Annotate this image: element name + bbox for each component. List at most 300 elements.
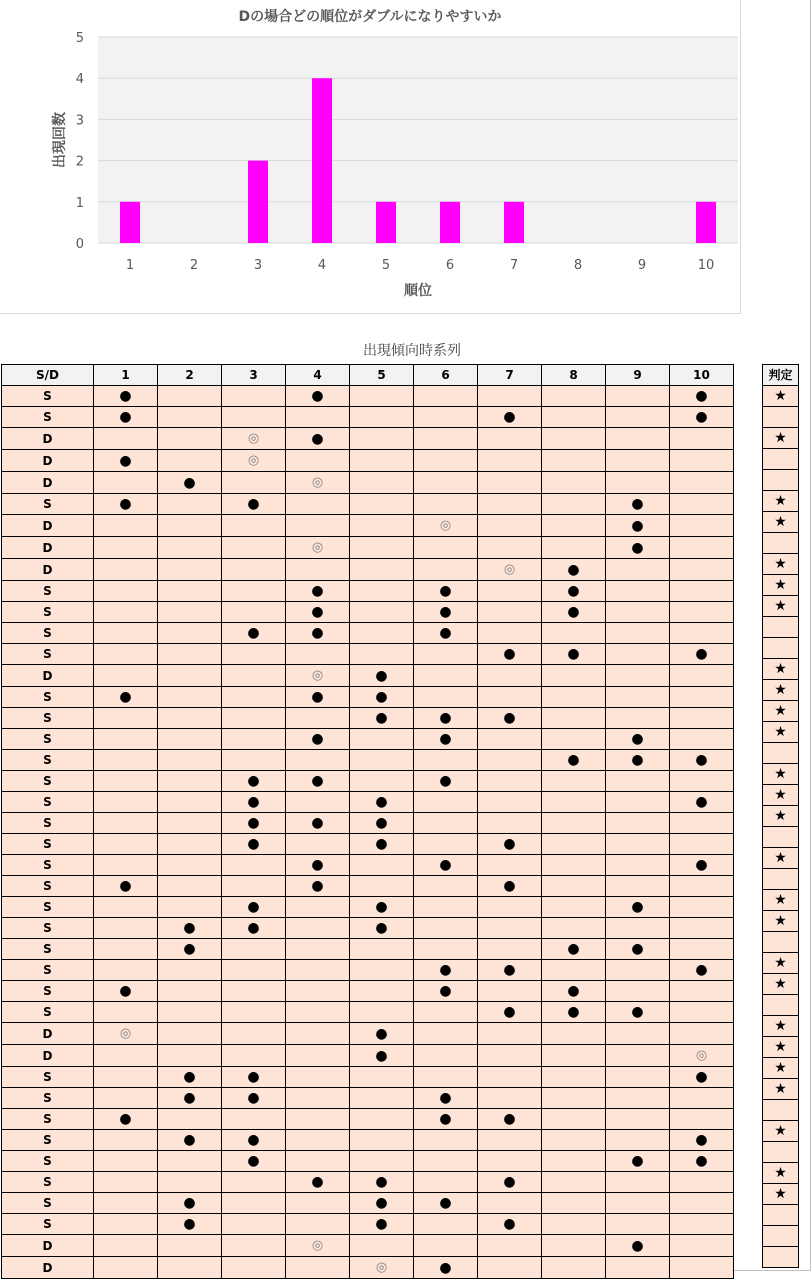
rank-cell: [350, 644, 414, 665]
rank-cell: [478, 665, 542, 687]
table-row: [2, 876, 734, 897]
dot-mark: ●: [503, 1174, 516, 1190]
rank-cell: [478, 981, 542, 1002]
rank-cell: [350, 1214, 414, 1235]
rank-cell: [414, 623, 478, 644]
dot-mark: ●: [375, 1195, 388, 1211]
rank-cell: [478, 1002, 542, 1023]
judge-cell: [763, 533, 799, 554]
dot-mark: ●: [695, 409, 708, 425]
x-tick-label: 9: [637, 258, 647, 273]
dot-mark: ●: [183, 1216, 196, 1232]
rank-cell: [158, 386, 222, 407]
bar: [440, 202, 460, 243]
rank-cell: [350, 1193, 414, 1214]
dot-mark: ●: [119, 409, 132, 425]
dot-mark: ●: [695, 962, 708, 978]
rank-cell: [542, 1088, 606, 1109]
rank-cell: [606, 407, 670, 428]
rank-cell: [542, 1002, 606, 1023]
rank-cell: [414, 897, 478, 918]
judge-row: [763, 575, 799, 596]
rank-cell: [606, 1235, 670, 1257]
dot-mark: ●: [695, 1153, 708, 1169]
rank-cell: [158, 407, 222, 428]
rank-cell: [606, 515, 670, 537]
table-row: [2, 1002, 734, 1023]
rank-cell: [542, 918, 606, 939]
sd-cell: D: [2, 1023, 94, 1045]
rank-cell: [478, 1067, 542, 1088]
rank-cell: [350, 813, 414, 834]
rank-cell: [606, 1109, 670, 1130]
judge-row: [763, 533, 799, 554]
dot-mark: ●: [247, 1132, 260, 1148]
sd-cell: S: [2, 939, 94, 960]
dot-mark: ●: [247, 920, 260, 936]
table-row: [2, 386, 734, 407]
rank-cell: [478, 1130, 542, 1151]
rank-cell: [222, 644, 286, 665]
sd-cell: D: [2, 1045, 94, 1067]
table-row: [2, 559, 734, 581]
rank-cell: [286, 1257, 350, 1279]
rank-cell: [158, 428, 222, 450]
rank-cell: [670, 750, 734, 771]
rank-cell: [606, 813, 670, 834]
dot-mark: ●: [439, 1195, 452, 1211]
judge-row: [763, 1079, 799, 1100]
judge-row: [763, 1142, 799, 1163]
table-row: [2, 960, 734, 981]
dot-mark: ●: [567, 1004, 580, 1020]
rank-cell: [414, 450, 478, 472]
table-row: [2, 813, 734, 834]
rank-cell: [670, 708, 734, 729]
rank-cell: [350, 792, 414, 813]
rank-cell: [606, 687, 670, 708]
dot-mark: ●: [311, 773, 324, 789]
rank-cell: [606, 559, 670, 581]
rank-cell: [286, 623, 350, 644]
dot-mark: ●: [311, 815, 324, 831]
dot-mark: ●: [695, 752, 708, 768]
rank-cell: [606, 602, 670, 623]
rank-cell: [414, 1214, 478, 1235]
rank-cell: [606, 1002, 670, 1023]
rank-cell: [158, 897, 222, 918]
table-row: [2, 644, 734, 665]
rank-cell: [158, 623, 222, 644]
rank-cell: [222, 1067, 286, 1088]
rank-cell: [670, 1235, 734, 1257]
rank-cell: [670, 450, 734, 472]
rank-cell: [670, 428, 734, 450]
rank-cell: [94, 1130, 158, 1151]
rank-cell: [94, 407, 158, 428]
rank-cell: [94, 834, 158, 855]
judge-row: [763, 1100, 799, 1121]
rank-cell: [478, 876, 542, 897]
sd-cell: S: [2, 1002, 94, 1023]
rank-cell: [286, 1235, 350, 1257]
rank-cell: [606, 855, 670, 876]
table-row: [2, 581, 734, 602]
dot-mark: ●: [375, 1216, 388, 1232]
rank-cell: [670, 644, 734, 665]
x-tick-label: 2: [189, 258, 199, 273]
judge-cell: ★: [763, 596, 799, 617]
rank-cell: [222, 386, 286, 407]
rank-cell: [222, 494, 286, 515]
y-tick-label: 4: [75, 72, 84, 88]
header-rank-8: 8: [542, 365, 606, 386]
judge-cell: ★: [763, 1016, 799, 1037]
dot-mark: ●: [311, 878, 324, 894]
judge-row: [763, 638, 799, 659]
table-row: [2, 897, 734, 918]
dot-mark: ●: [375, 815, 388, 831]
judge-row: [763, 1163, 799, 1184]
rank-cell: [286, 407, 350, 428]
rank-cell: [158, 939, 222, 960]
rank-cell: [94, 897, 158, 918]
sd-cell: S: [2, 960, 94, 981]
judge-cell: [763, 470, 799, 491]
rank-cell: [286, 960, 350, 981]
rank-cell: [350, 960, 414, 981]
judge-cell: ★: [763, 1163, 799, 1184]
sd-cell: D: [2, 537, 94, 559]
rank-cell: [542, 729, 606, 750]
rank-cell: [414, 1023, 478, 1045]
sd-cell: S: [2, 1193, 94, 1214]
table-row: [2, 918, 734, 939]
dot-mark: ●: [439, 1111, 452, 1127]
rank-cell: [158, 1088, 222, 1109]
x-axis-label: 順位: [404, 283, 432, 299]
dot-mark: ●: [311, 583, 324, 599]
rank-cell: [606, 472, 670, 494]
rank-cell: [350, 559, 414, 581]
rank-cell: [542, 876, 606, 897]
rank-cell: [222, 918, 286, 939]
rank-cell: [542, 1172, 606, 1193]
judge-row: [763, 512, 799, 533]
sd-cell: D: [2, 515, 94, 537]
rank-cell: [222, 1130, 286, 1151]
rank-cell: [606, 771, 670, 792]
rank-cell: [158, 581, 222, 602]
rank-cell: [286, 472, 350, 494]
rank-cell: [222, 537, 286, 559]
rank-cell: [350, 750, 414, 771]
dot-mark: ●: [375, 920, 388, 936]
rank-cell: [222, 515, 286, 537]
rank-cell: [158, 708, 222, 729]
table-row: [2, 834, 734, 855]
judge-cell: ★: [763, 974, 799, 995]
rank-cell: [350, 581, 414, 602]
dot-mark: ●: [119, 689, 132, 705]
rank-cell: [414, 644, 478, 665]
rank-cell: [158, 559, 222, 581]
rank-cell: [414, 1257, 478, 1279]
rank-cell: [542, 428, 606, 450]
rank-cell: [478, 708, 542, 729]
rank-cell: [414, 1045, 478, 1067]
rank-cell: [542, 792, 606, 813]
rank-cell: [414, 771, 478, 792]
rank-cell: [414, 428, 478, 450]
rank-cell: [222, 939, 286, 960]
rank-cell: [414, 472, 478, 494]
rank-cell: [222, 559, 286, 581]
rank-cell: [414, 1002, 478, 1023]
rank-cell: [542, 1067, 606, 1088]
rank-cell: [350, 494, 414, 515]
rank-cell: [414, 750, 478, 771]
rank-cell: [670, 834, 734, 855]
rank-cell: [350, 834, 414, 855]
rank-cell: [350, 472, 414, 494]
dot-mark: ●: [567, 646, 580, 662]
rank-cell: [222, 623, 286, 644]
double-mark: ◎: [311, 540, 324, 555]
rank-cell: [670, 559, 734, 581]
rank-cell: [606, 1045, 670, 1067]
sd-cell: S: [2, 792, 94, 813]
rank-cell: [478, 1257, 542, 1279]
judge-header: 判定: [763, 365, 799, 386]
rank-cell: [350, 1002, 414, 1023]
rank-cell: [350, 729, 414, 750]
header-rank-6: 6: [414, 365, 478, 386]
rank-cell: [606, 792, 670, 813]
rank-cell: [606, 1130, 670, 1151]
rank-cell: [414, 1130, 478, 1151]
sd-cell: S: [2, 876, 94, 897]
dot-mark: ●: [375, 1047, 388, 1064]
rank-cell: [414, 1193, 478, 1214]
rank-cell: [478, 855, 542, 876]
rank-cell: [542, 1193, 606, 1214]
judge-cell: [763, 743, 799, 764]
judge-row: [763, 1016, 799, 1037]
rank-cell: [350, 981, 414, 1002]
sd-cell: S: [2, 602, 94, 623]
rank-cell: [94, 428, 158, 450]
rank-cell: [542, 1214, 606, 1235]
dot-mark: ●: [503, 836, 516, 852]
sd-cell: D: [2, 559, 94, 581]
dot-mark: ●: [247, 625, 260, 641]
rank-cell: [286, 515, 350, 537]
rank-cell: [286, 939, 350, 960]
rank-cell: [94, 876, 158, 897]
rank-cell: [670, 687, 734, 708]
judge-cell: [763, 449, 799, 470]
rank-cell: [606, 729, 670, 750]
table-row: [2, 1088, 734, 1109]
table-row: [2, 1151, 734, 1172]
rank-cell: [94, 855, 158, 876]
rank-cell: [158, 729, 222, 750]
rank-cell: [478, 1088, 542, 1109]
rank-cell: [222, 876, 286, 897]
rank-cell: [542, 1130, 606, 1151]
rank-cell: [478, 623, 542, 644]
rank-cell: [542, 981, 606, 1002]
rank-cell: [158, 1130, 222, 1151]
rank-cell: [94, 1109, 158, 1130]
sd-cell: S: [2, 623, 94, 644]
rank-cell: [542, 771, 606, 792]
rank-cell: [94, 1257, 158, 1279]
double-mark: ◎: [503, 562, 516, 577]
header-rank-3: 3: [222, 365, 286, 386]
table-row: [2, 792, 734, 813]
rank-cell: [158, 834, 222, 855]
rank-cell: [478, 1193, 542, 1214]
judge-cell: ★: [763, 1184, 799, 1205]
rank-cell: [222, 1172, 286, 1193]
rank-cell: [94, 623, 158, 644]
dot-mark: ●: [119, 452, 132, 469]
rank-cell: [414, 407, 478, 428]
rank-cell: [670, 472, 734, 494]
rank-cell: [670, 665, 734, 687]
dot-mark: ●: [247, 1069, 260, 1085]
rank-cell: [414, 708, 478, 729]
rank-cell: [414, 855, 478, 876]
rank-cell: [670, 1067, 734, 1088]
dot-mark: ●: [311, 625, 324, 641]
rank-cell: [222, 665, 286, 687]
rank-cell: [670, 897, 734, 918]
rank-cell: [158, 750, 222, 771]
x-tick-label: 3: [253, 258, 263, 273]
sd-cell: S: [2, 1109, 94, 1130]
header-rank-10: 10: [670, 365, 734, 386]
rank-cell: [606, 750, 670, 771]
sd-cell: D: [2, 450, 94, 472]
rank-cell: [606, 918, 670, 939]
y-tick-label: 1: [75, 195, 84, 211]
judge-cell: ★: [763, 659, 799, 680]
rank-cell: [670, 1257, 734, 1279]
rank-cell: [94, 665, 158, 687]
dot-mark: ●: [311, 689, 324, 705]
dot-mark: ●: [375, 710, 388, 726]
dot-mark: ●: [439, 1259, 452, 1276]
rank-cell: [542, 644, 606, 665]
rank-cell: [670, 537, 734, 559]
table-row: [2, 981, 734, 1002]
rank-cell: [286, 771, 350, 792]
sd-cell: D: [2, 428, 94, 450]
bar: [248, 161, 268, 243]
rank-cell: [158, 1109, 222, 1130]
rank-cell: [606, 897, 670, 918]
rank-cell: [350, 687, 414, 708]
rank-cell: [94, 813, 158, 834]
rank-cell: [542, 960, 606, 981]
rank-cell: [478, 960, 542, 981]
rank-cell: [286, 428, 350, 450]
rank-cell: [478, 1214, 542, 1235]
rank-cell: [670, 407, 734, 428]
rank-cell: [222, 981, 286, 1002]
rank-cell: [350, 665, 414, 687]
rank-cell: [222, 602, 286, 623]
dot-mark: ●: [631, 496, 644, 512]
rank-cell: [542, 855, 606, 876]
rank-cell: [222, 1109, 286, 1130]
rank-cell: [478, 1151, 542, 1172]
sd-cell: S: [2, 729, 94, 750]
rank-cell: [158, 1023, 222, 1045]
dot-mark: ●: [503, 646, 516, 662]
double-mark: ◎: [311, 668, 324, 683]
rank-cell: [94, 644, 158, 665]
rank-cell: [94, 1172, 158, 1193]
judge-cell: ★: [763, 785, 799, 806]
sd-cell: S: [2, 644, 94, 665]
bar: [312, 78, 332, 243]
dot-mark: ●: [631, 1004, 644, 1020]
rank-cell: [478, 939, 542, 960]
rank-cell: [158, 813, 222, 834]
rank-cell: [286, 687, 350, 708]
dot-mark: ●: [439, 1090, 452, 1106]
dot-mark: ●: [567, 752, 580, 768]
rank-cell: [478, 813, 542, 834]
rank-cell: [286, 1067, 350, 1088]
sd-cell: S: [2, 1214, 94, 1235]
dot-mark: ●: [631, 941, 644, 957]
rank-cell: [670, 1045, 734, 1067]
rank-cell: [670, 1193, 734, 1214]
rank-cell: [542, 687, 606, 708]
dot-mark: ●: [695, 1069, 708, 1085]
rank-cell: [94, 1214, 158, 1235]
rank-cell: [542, 1235, 606, 1257]
rank-cell: [670, 623, 734, 644]
rank-cell: [222, 1023, 286, 1045]
x-tick-label: 4: [317, 258, 327, 273]
table-row: [2, 450, 734, 472]
rank-cell: [286, 792, 350, 813]
dot-mark: ●: [695, 646, 708, 662]
rank-cell: [670, 1109, 734, 1130]
rank-cell: [542, 623, 606, 644]
judge-row: [763, 806, 799, 827]
dot-mark: ●: [503, 710, 516, 726]
rank-cell: [542, 407, 606, 428]
rank-cell: [670, 1214, 734, 1235]
rank-cell: [350, 897, 414, 918]
judge-row: [763, 449, 799, 470]
rank-cell: [542, 1257, 606, 1279]
sd-cell: S: [2, 708, 94, 729]
sd-cell: S: [2, 581, 94, 602]
rank-cell: [158, 771, 222, 792]
rank-cell: [222, 407, 286, 428]
dot-mark: ●: [695, 388, 708, 404]
rank-cell: [414, 1151, 478, 1172]
rank-cell: [222, 428, 286, 450]
